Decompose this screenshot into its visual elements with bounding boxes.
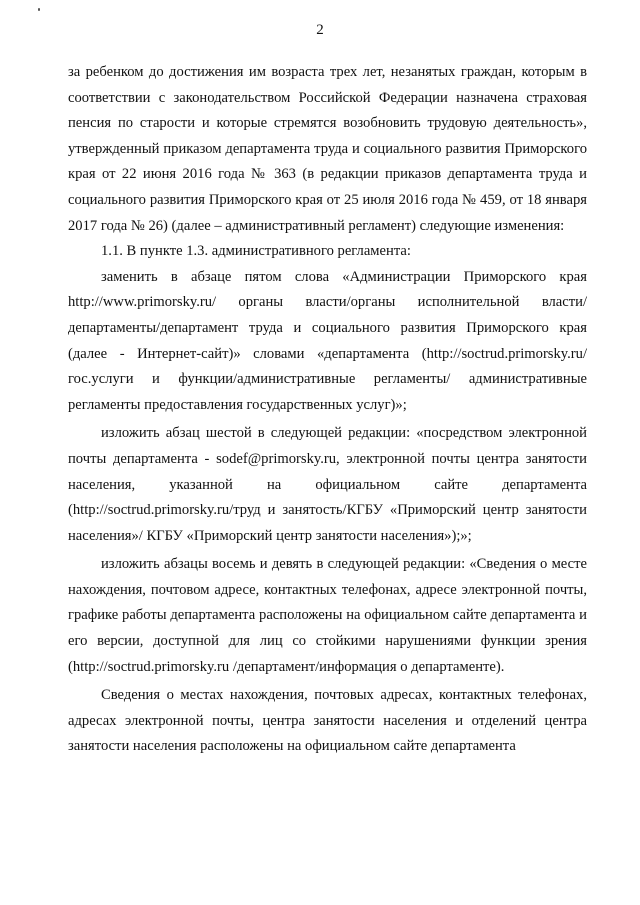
paragraph-item-1-1: 1.1. В пункте 1.3. административного регламента:: [101, 243, 411, 260]
paragraph-intro-continuation: за ребенком до достижения им возраста трех лет, незанятых граждан, которым в соответствии с законодательством Российской Федерации назначена страховая пенсия по старости и которые стремятся возобновить трудовую деятельность», утвержденный приказом департамента труда и социального развития Приморского края от 22 июня 2016 года № 363 (в редакции приказов департамента труда и социального развития Приморского края от 25 июля 2016 года № 459, от 18 января 2017 года № 26) (далее – административный регламент) следующие изменения:: [68, 64, 587, 234]
paragraph-employment-centers-info: Сведения о местах нахождения, почтовых адресах, контактных телефонах, адресах электронной почты, центра занятости населения и отделений центра занятости населения расположены на официальном сайте департамента: [68, 687, 587, 755]
page-number: 2: [316, 22, 324, 38]
paragraph-sixth-edition: изложить абзац шестой в следующей редакции: «посредством электронной почты департамента - sodef@primorsky.ru, электронной почты центра занятости населения, указанной на официальном сайте департамента (http://soctrud.primorsky.ru/труд и занятость/КГБУ «Приморский центр занятости населения»/ КГБУ «Приморский центр занятости населения»);»;: [68, 425, 587, 544]
document-body: [68, 60, 587, 760]
paragraph-replace-fifth: заменить в абзаце пятом слова «Администрации Приморского края http://www.primorsky.ru/ органы власти/органы исполнительной власти/департаменты/департамент труда и социального развития Приморского края (далее - Интернет-сайт)» словами «департамента (http://soctrud.primorsky.ru/гос.услуги и функции/административные регламенты/ административные регламенты предоставления государственных услуг)»;: [68, 268, 587, 413]
paragraph-eighth-ninth-edition: изложить абзацы восемь и девять в следующей редакции: «Сведения о месте нахождения, почтовом адресе, контактных телефонах, адресе электронной почты, графике работы департамента расположены на официальном сайте департамента и его версии, доступной для лиц со стойкими нарушениями функции зрения (http://soctrud.primorsky.ru /департамент/информация о департаменте).: [68, 556, 587, 675]
scan-speck: [38, 8, 40, 11]
